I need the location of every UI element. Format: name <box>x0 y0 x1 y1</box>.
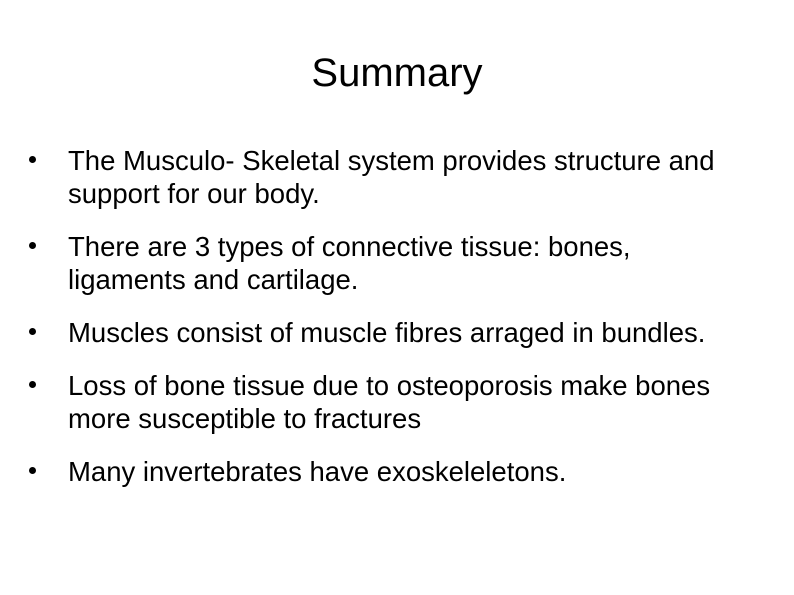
list-item <box>28 316 748 349</box>
bullet-text: There are 3 types of connective tissue: bones, ligaments and cartilage. <box>68 231 631 295</box>
bullet-icon <box>29 328 36 335</box>
list-item <box>28 230 748 296</box>
bullet-icon <box>29 381 36 388</box>
list-item <box>28 455 748 488</box>
bullet-text: Many invertebrates have exoskeleletons. <box>68 456 567 487</box>
bullet-list <box>28 144 748 508</box>
bullet-text: Muscles consist of muscle fibres arraged in bundles. <box>68 317 706 348</box>
bullet-text: Loss of bone tissue due to osteoporosis make bones more susceptible to fractures <box>68 370 711 434</box>
bullet-icon <box>29 156 36 163</box>
bullet-text: The Musculo- Skeletal system provides structure and support for our body. <box>68 145 715 209</box>
list-item <box>28 369 748 435</box>
bullet-icon <box>29 242 36 249</box>
bullet-icon <box>29 467 36 474</box>
list-item <box>28 144 748 210</box>
slide-title: Summary <box>311 51 483 95</box>
